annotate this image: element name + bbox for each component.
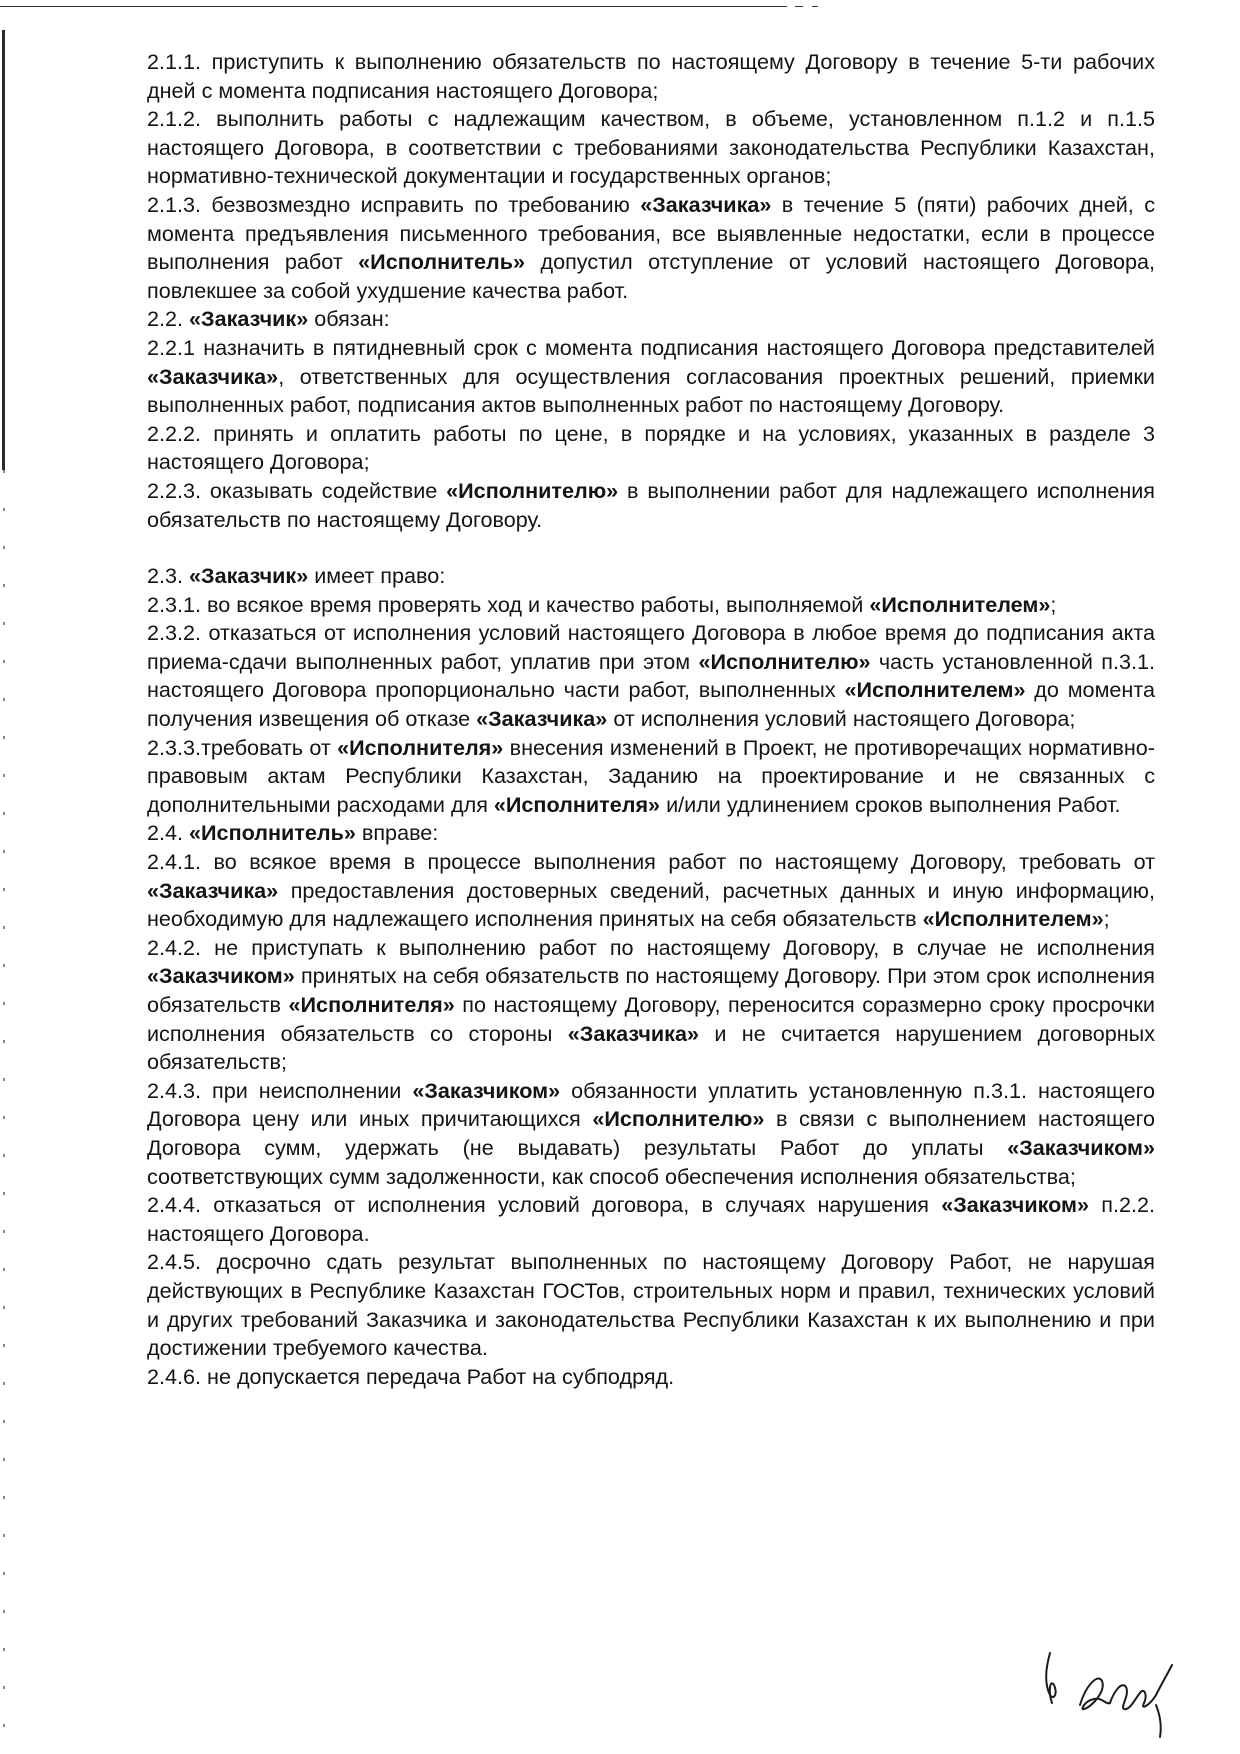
text-segment: вправе:: [355, 820, 439, 846]
top-scan-dash: [795, 6, 803, 7]
party-name: «Исполнителю»: [698, 648, 871, 674]
party-name: «Заказчика»: [640, 191, 772, 217]
paragraph-2-4-5: [147, 1248, 1155, 1362]
text-segment: в выполнении работ для надлежащего исполнения обязательств по настоящему Договору.: [147, 477, 1156, 532]
text-segment: часть установленной п.3.1. настоящего Договора пропорционально части работ, выполненных: [147, 648, 1156, 703]
paragraph-2-4-3: [147, 1077, 1155, 1191]
paragraph-2-1-3: [147, 191, 1155, 305]
paragraph-spacer: [147, 534, 1155, 562]
text-segment: обязан:: [308, 306, 390, 332]
party-name: «Исполнителем»: [869, 591, 1051, 617]
text-segment: 2.4.5. досрочно сдать результат выполненных по настоящему Договору Работ, не нарушая действующих в Республике Казахстан ГОСТов, строительных норм и правил, технических условий и других требований Заказчика и законодательства Республики Казахстан к их выполнению и при достижении требуемого качества.: [147, 1249, 1155, 1361]
paragraph-2-4: [147, 819, 1155, 848]
party-name: «Заказчиком»: [147, 963, 295, 989]
party-name: «Заказчика»: [147, 363, 279, 389]
party-name: «Исполнителя»: [288, 992, 455, 1017]
paragraph-2-2-1: [147, 334, 1155, 420]
text-segment: обязанности уплатить установленную п.3.1. настоящего Договора цену или иных причитающихся: [147, 1077, 1155, 1132]
text-segment: 2.4.: [147, 820, 190, 846]
text-segment: 2.2.3. оказывать содействие: [147, 477, 447, 503]
text-segment: ;: [1050, 591, 1057, 617]
party-name: «Исполнитель»: [189, 820, 356, 846]
party-name: «Исполнитель»: [358, 249, 526, 275]
scan-binding-edge: [2, 30, 5, 470]
paragraph-2-3-2: [147, 619, 1155, 733]
paragraph-2-3-1: [147, 591, 1155, 620]
text-segment: п.2.2. настоящего Договора.: [147, 1192, 1155, 1246]
text-segment: в течение 5 (пяти) рабочих дней, с момента предъявления письменного требования, все выявленные недостатки, если в процессе выполнения работ: [147, 191, 1155, 275]
paragraph-2-2: [147, 305, 1155, 334]
paragraph-2-2-3: [147, 477, 1155, 534]
text-segment: ;: [1103, 906, 1110, 932]
text-segment: 2.4.3. при неисполнении: [147, 1077, 413, 1103]
text-segment: 2.1.2. выполнить работы с надлежащим качеством, в объеме, установленном п.1.2 и п.1.5 настоящего Договора, в соответствии с требованиями законодательства Республики Казахстан, нормативно-технической документации и государственных органов;: [147, 106, 1155, 189]
text-segment: 2.4.4. отказаться от исполнения условий договора, в случаях нарушения: [147, 1192, 942, 1218]
document-body: [147, 48, 1155, 1391]
party-name: «Исполнителем»: [844, 677, 1026, 703]
party-name: «Заказчика»: [476, 706, 608, 732]
text-segment: 2.4.1. во всякое время в процессе выполнения работ по настоящему Договору, требовать от: [147, 849, 1155, 875]
party-name: «Заказчика»: [567, 1020, 699, 1046]
text-segment: и не считается нарушением договорных обязательств;: [147, 1020, 1156, 1075]
party-name: «Заказчика»: [147, 877, 279, 903]
text-segment: 2.3.2. отказаться от исполнения условий настоящего Договора в любое время до подписания акта приема-сдачи выполненных работ, уплатив при этом: [147, 620, 1155, 674]
paragraph-2-4-2: [147, 934, 1155, 1077]
paragraph-2-4-4: [147, 1191, 1155, 1248]
text-segment: 2.2.2. принять и оплатить работы по цене, в порядке и на условиях, указанных в разделе 3 настоящего Договора;: [147, 420, 1155, 475]
text-segment: 2.4.6. не допускается передача Работ на субподряд.: [147, 1363, 675, 1389]
scan-binding-edge-marks: [3, 470, 5, 1730]
party-name: «Исполнителя»: [337, 734, 504, 760]
party-name: «Исполнителем»: [922, 906, 1104, 932]
text-segment: соответствующих сумм задолженности, как способ обеспечения исполнения обязательства;: [147, 1163, 1076, 1189]
party-name: «Исполнителя»: [493, 791, 661, 817]
paragraph-2-1-2: [147, 105, 1155, 191]
text-segment: 2.2.: [147, 306, 190, 332]
text-segment: до момента получения извещения об отказе: [147, 677, 1156, 732]
party-name: «Исполнителю»: [592, 1106, 765, 1132]
text-segment: в связи с выполнением настоящего Договора сумм, удержать (не выдавать) результаты Работ до уплаты: [147, 1106, 1155, 1160]
text-segment: 2.3.: [147, 563, 190, 589]
text-segment: 2.2.1 назначить в пятидневный срок с момента подписания настоящего Договора представителей: [147, 334, 1155, 360]
text-segment: допустил отступление от условий настоящего Договора, повлекшее за собой ухудшение качества работ.: [147, 249, 1155, 303]
paragraph-2-2-2: [147, 420, 1155, 477]
party-name: «Исполнителю»: [446, 477, 619, 503]
text-segment: по настоящему Договору, переносится соразмерно сроку просрочки исполнения обязательств со стороны: [147, 992, 1155, 1046]
party-name: «Заказчиком»: [412, 1077, 561, 1103]
text-segment: 2.3.1. во всякое время проверять ход и качество работы, выполняемой: [147, 591, 870, 617]
text-segment: принятых на себя обязательств по настоящему Договору. При этом срок исполнения обязательств: [147, 963, 1155, 1017]
paragraph-2-4-1: [147, 848, 1155, 934]
paragraph-2-4-6: [147, 1363, 1155, 1392]
top-scan-dash: [812, 6, 818, 7]
handwritten-signature: [1040, 1645, 1210, 1740]
text-segment: имеет право:: [308, 563, 446, 589]
text-segment: и/или удлинением сроков выполнения Работ.: [660, 791, 1121, 817]
top-scan-line: [0, 6, 780, 7]
top-scan-dash: [775, 6, 787, 7]
text-segment: 2.1.1. приступить к выполнению обязательств по настоящему Договору в течение 5-ти рабочих дней с момента подписания настоящего Договора;: [147, 49, 1155, 103]
text-segment: предоставления достоверных сведений, расчетных данных и иную информацию, необходимую для надлежащего исполнения принятых на себя обязательств: [147, 877, 1155, 932]
party-name: «Заказчиком»: [1007, 1134, 1155, 1160]
text-segment: 2.1.3. безвозмездно исправить по требованию: [147, 191, 641, 217]
party-name: «Заказчик»: [189, 563, 309, 589]
text-segment: 2.4.2. не приступать к выполнению работ по настоящему Договору, в случае не исполнения: [147, 934, 1155, 960]
party-name: «Заказчиком»: [941, 1192, 1090, 1218]
paragraph-2-3-3: [147, 734, 1155, 820]
text-segment: от исполнения условий настоящего Договора;: [607, 706, 1076, 732]
paragraph-2-3: [147, 562, 1155, 591]
text-segment: 2.3.3.требовать от: [147, 734, 338, 760]
paragraph-2-1-1: [147, 48, 1155, 105]
text-segment: , ответственных для осуществления согласования проектных решений, приемки выполненных работ, подписания актов выполненных работ по настоящему Договору.: [147, 363, 1155, 418]
party-name: «Заказчик»: [189, 306, 309, 332]
text-segment: внесения изменений в Проект, не противоречащих нормативно-правовым актам Республики Казахстан, Заданию на проектирование и не связанных с дополнительными расходами для: [147, 734, 1155, 817]
